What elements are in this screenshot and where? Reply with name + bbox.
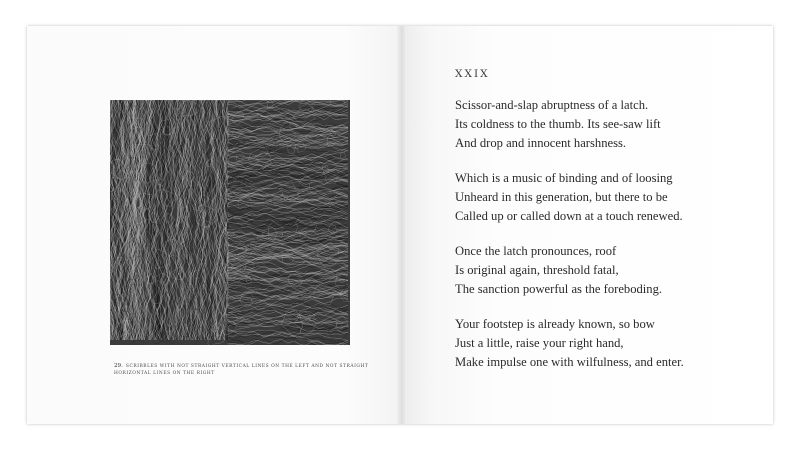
poem-line: Once the latch pronounces, roof <box>455 244 617 258</box>
poem-title: XXIX <box>455 68 490 80</box>
poem-body <box>455 96 755 388</box>
figure-caption <box>114 363 384 377</box>
caption-number: 29. <box>114 363 123 369</box>
poem-line: Just a little, raise your right hand, <box>455 336 624 350</box>
stanza-3 <box>455 242 755 299</box>
stanza-2 <box>455 169 755 226</box>
poem-line: The sanction powerful as the foreboding. <box>455 282 663 296</box>
poem-line: Make impulse one with wilfulness, and enter. <box>455 355 684 369</box>
poem-line: Is original again, threshold fatal, <box>455 263 619 277</box>
book-gutter <box>397 26 405 424</box>
left-page <box>27 26 401 424</box>
scribble-artwork <box>110 100 350 345</box>
poem-line: And drop and innocent harshness. <box>455 136 627 150</box>
poem-line: Called up or called down at a touch renewed. <box>455 209 683 223</box>
poem-line: Scissor-and-slap abruptness of a latch. <box>455 98 649 112</box>
stanza-1 <box>455 96 755 153</box>
poem-line: Which is a music of binding and of loosing <box>455 171 673 185</box>
poem-line: Its coldness to the thumb. Its see-saw lift <box>455 117 661 131</box>
poem-line: Unheard in this generation, but there to be <box>455 190 668 204</box>
stanza-4 <box>455 315 755 372</box>
caption-text: SCRIBBLES WITH NOT STRAIGHT VERTICAL LINES ON THE LEFT AND NOT STRAIGHT HORIZONTAL LINES ON THE RIGHT <box>114 364 369 376</box>
poem-line: Your footstep is already known, so bow <box>455 317 655 331</box>
